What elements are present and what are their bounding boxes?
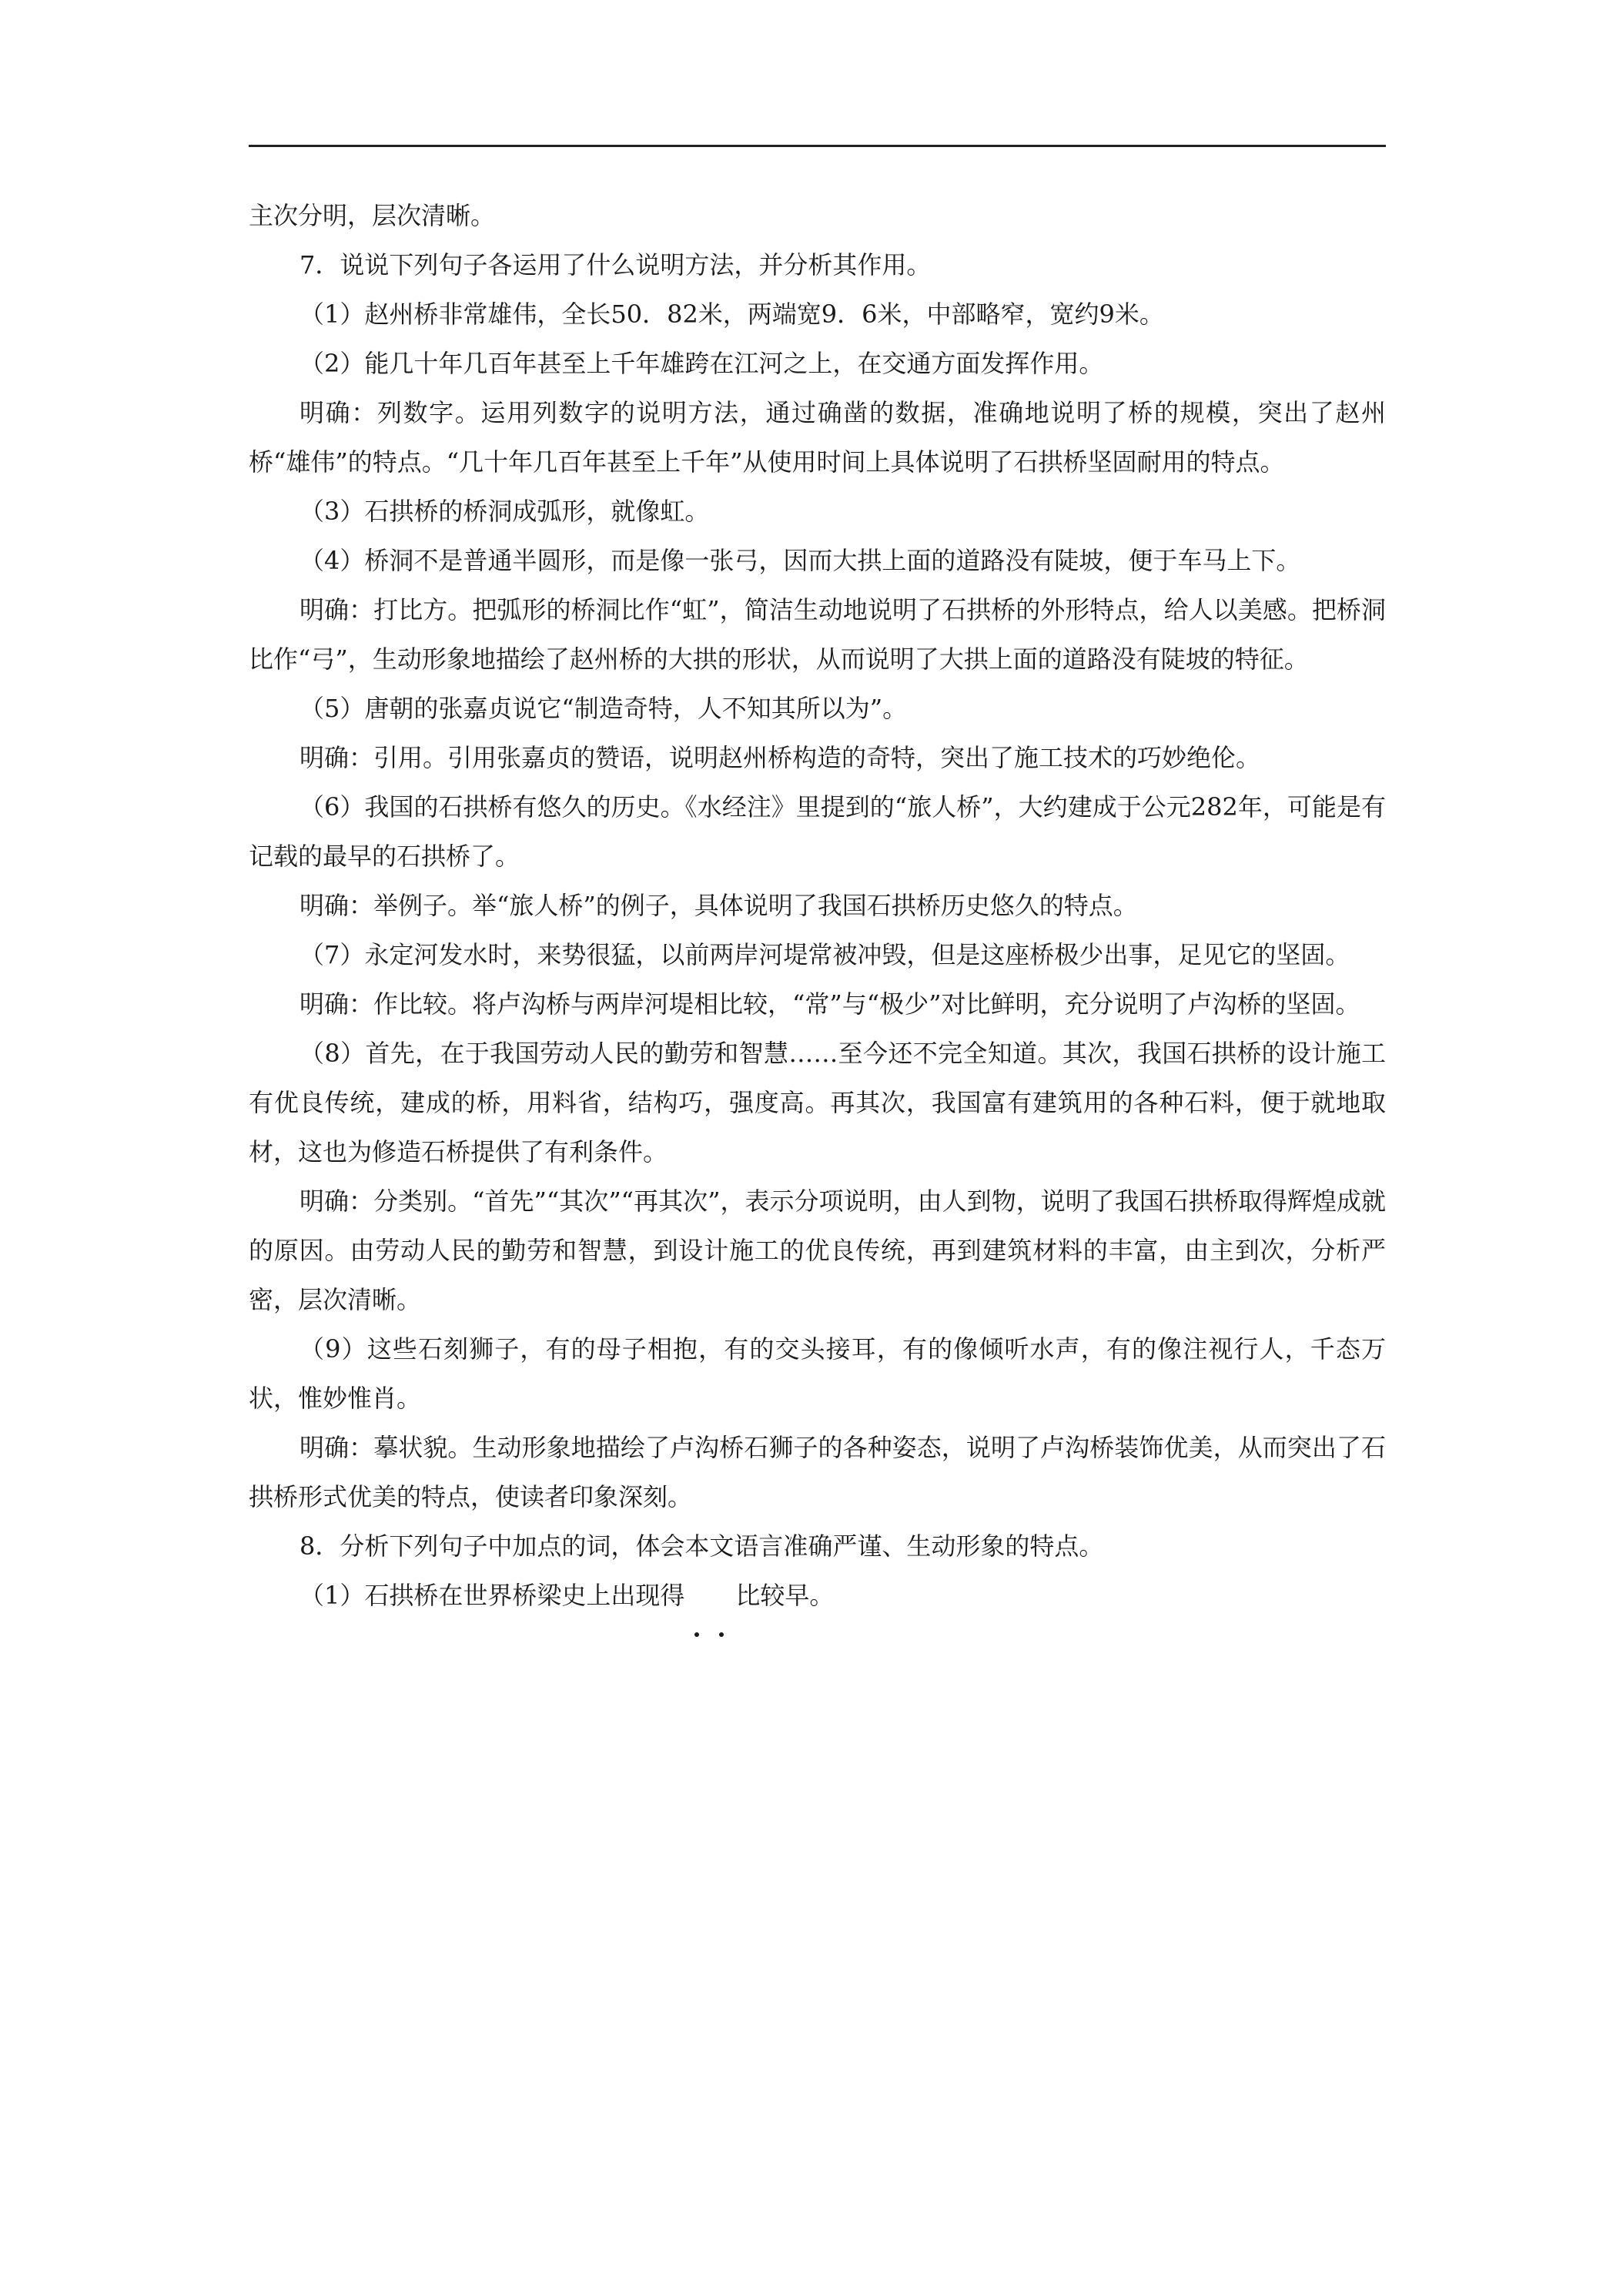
- answer-paragraph: 明确：作比较。将卢沟桥与两岸河堤相比较，“常”与“极少”对比鲜明，充分说明了卢沟桥的坚固。: [300, 989, 1360, 1019]
- sentence-item: （2）能几十年几百年甚至上千年雄跨在江河之上，在交通方面发挥作用。: [300, 349, 1104, 378]
- answer-paragraph: 明确：分类别。“首先”“其次”“再其次”，表示分项说明，由人到物，说明了我国石拱桥取得辉煌成就的原因。由劳动人民的勤劳和智慧，到设计施工的优良传统，再到建筑材料的丰富，由主到次，分析严密，层次清晰。: [249, 1186, 1386, 1314]
- emphasis-dot: [694, 1632, 699, 1637]
- sentence-suffix: 早。: [785, 1581, 835, 1610]
- sentence-item: （7）永定河发水时，来势很猛，以前两岸河堤常被冲毁，但是这座桥极少出事，足见它的坚固。: [300, 940, 1350, 969]
- sentence-item: （5）唐朝的张嘉贞说它“制造奇特，人不知其所以为”。: [300, 694, 908, 723]
- sentence-item: （3）石拱桥的桥洞成弧形，就像虹。: [300, 497, 710, 526]
- question-heading: 7．说说下列句子各运用了什么说明方法，并分析其作用。: [300, 250, 932, 279]
- dotted-emphasis-word: [684, 1571, 785, 1620]
- header-rule: [249, 145, 1386, 147]
- sentence-item: （4）桥洞不是普通半圆形，而是像一张弓，因而大拱上面的道路没有陡坡，便于车马上下。: [300, 546, 1301, 575]
- sentence-item: （1）赵州桥非常雄伟，全长50．82米，两端宽9．6米，中部略窄，宽约9米。: [300, 300, 1164, 329]
- document-body: [249, 191, 1386, 1620]
- sentence-item: （8）首先，在于我国劳动人民的勤劳和智慧……至今还不完全知道。其次，我国石拱桥的设计施工有优良传统，建成的桥，用料省，结构巧，强度高。再其次，我国富有建筑用的各种石料，便于就地取材，这也为修造石桥提供了有利条件。: [249, 1039, 1386, 1166]
- sentence-item: （9）这些石刻狮子，有的母子相抱，有的交头接耳，有的像倾听水声，有的像注视行人，千态万状，惟妙惟肖。: [249, 1334, 1386, 1413]
- sentence-prefix: （1）石拱桥在世界桥梁史上出现得: [300, 1581, 685, 1610]
- dotted-word-text: 比较: [735, 1581, 785, 1610]
- answer-paragraph: 明确：打比方。把弧形的桥洞比作“虹”，简洁生动地说明了石拱桥的外形特点，给人以美感。把桥洞比作“弓”，生动形象地描绘了赵州桥的大拱的形状，从而说明了大拱上面的道路没有陡坡的特征。: [249, 595, 1386, 674]
- question-heading: 8．分析下列句子中加点的词，体会本文语言准确严谨、生动形象的特点。: [300, 1531, 1104, 1561]
- text-line: 主次分明，层次清晰。: [249, 201, 496, 230]
- answer-paragraph: 明确：列数字。运用列数字的说明方法，通过确凿的数据，准确地说明了桥的规模，突出了赵州桥“雄伟”的特点。“几十年几百年甚至上千年”从使用时间上具体说明了石拱桥坚固耐用的特点。: [249, 398, 1386, 477]
- sentence-item: （6）我国的石拱桥有悠久的历史。《水经注》里提到的“旅人桥”，大约建成于公元282年，可能是有记载的最早的石拱桥了。: [249, 792, 1386, 871]
- answer-paragraph: 明确：摹状貌。生动形象地描绘了卢沟桥石狮子的各种姿态，说明了卢沟桥装饰优美，从而突出了石拱桥形式优美的特点，使读者印象深刻。: [249, 1433, 1386, 1511]
- answer-paragraph: 明确：引用。引用张嘉贞的赞语，说明赵州桥构造的奇特，突出了施工技术的巧妙绝伦。: [300, 743, 1261, 772]
- answer-paragraph: 明确：举例子。举“旅人桥”的例子，具体说明了我国石拱桥历史悠久的特点。: [300, 891, 1138, 920]
- sentence-item-emphasis: [249, 1571, 1386, 1620]
- emphasis-dot: [719, 1632, 724, 1637]
